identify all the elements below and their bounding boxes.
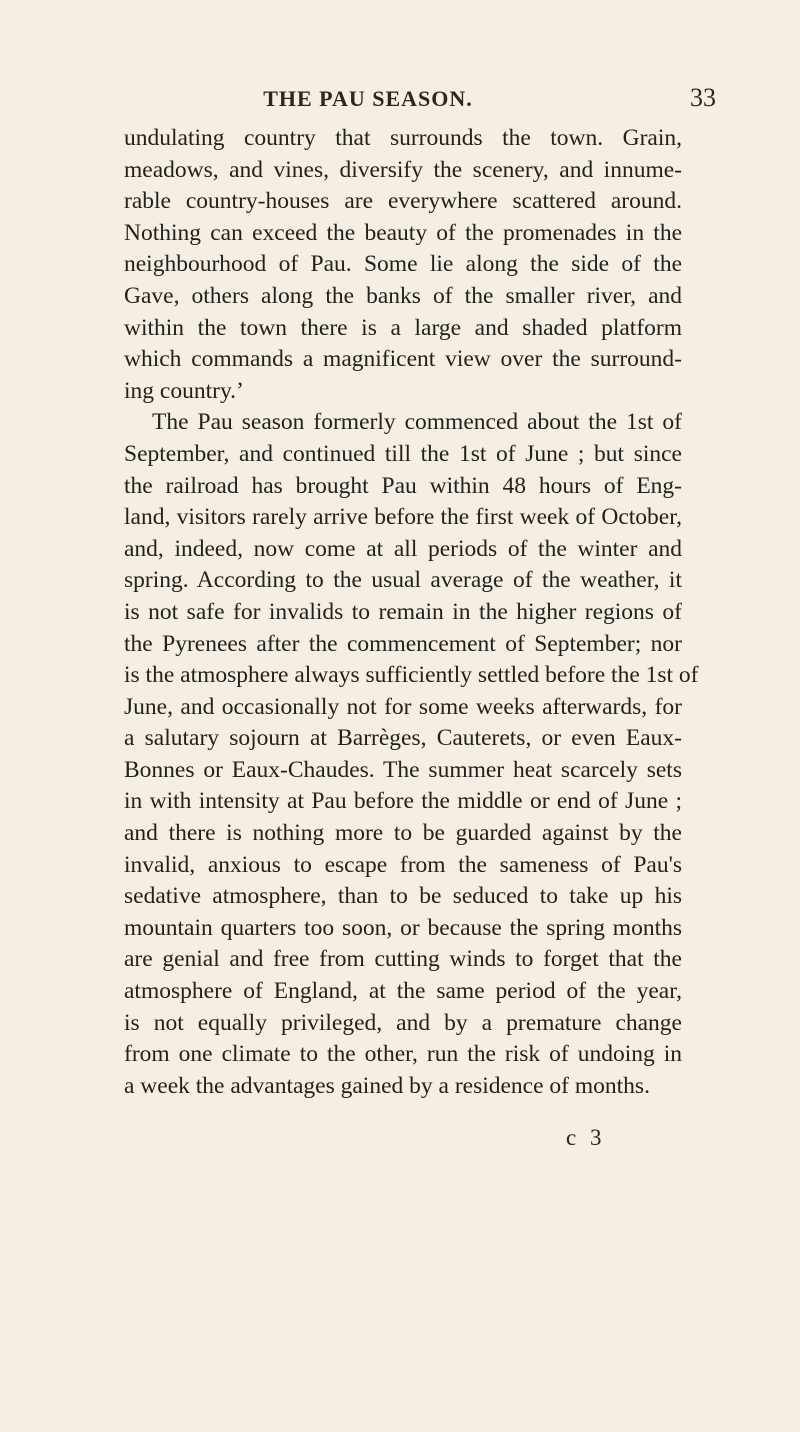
text-line: the railroad has brought Pau within 48 hours of Eng- — [124, 472, 682, 499]
text-line: ing country.’ — [124, 377, 244, 404]
text-line: June, and occasionally not for some weeks afterwards, for — [124, 693, 682, 720]
text-line: is not equally privileged, and by a premature change — [124, 1009, 682, 1036]
page-number: 33 — [690, 83, 716, 112]
text-line: invalid, anxious to escape from the sameness of Pau's — [124, 851, 682, 878]
text-line: in with intensity at Pau before the middle or end of June ; — [124, 788, 682, 815]
page-header — [0, 83, 800, 116]
text-line: mountain quarters too soon, or because the spring months — [124, 914, 682, 941]
text-line: meadows, and vines, diversify the scenery, and innume- — [124, 156, 682, 183]
text-line: September, and continued till the 1st of June ; but since — [124, 440, 682, 467]
signature-mark: c 3 — [566, 1125, 606, 1150]
text-line: rable country-houses are everywhere scattered around. — [124, 188, 682, 215]
text-line: Gave, others along the banks of the smaller river, and — [124, 282, 682, 309]
text-line: spring. According to the usual average of the weather, it — [124, 567, 682, 594]
text-line: is not safe for invalids to remain in the higher regions of — [124, 598, 682, 625]
text-line: land, visitors rarely arrive before the first week of October, — [124, 504, 682, 531]
text-line: and there is nothing more to be guarded against by the — [124, 820, 682, 847]
text-line: the Pyrenees after the commencement of September; nor — [124, 630, 682, 657]
text-line: which commands a magnificent view over the surround- — [124, 346, 682, 373]
text-line: Nothing can exceed the beauty of the promenades in the — [124, 219, 682, 246]
text-line: is the atmosphere always sufficiently settled before the 1st of — [124, 662, 699, 689]
text-line: a week the advantages gained by a residence of months. — [124, 1072, 650, 1099]
text-line: undulating country that surrounds the town. Grain, — [124, 125, 682, 151]
text-line: The Pau season formerly commenced about the 1st of — [152, 409, 682, 436]
text-line: within the town there is a large and shaded platform — [124, 314, 682, 341]
text-line: and, indeed, now come at all periods of the winter and — [124, 535, 682, 562]
text-line: from one climate to the other, run the risk of undoing in — [124, 1041, 682, 1068]
text-line: Bonnes or Eaux-Chaudes. The summer heat scarcely sets — [124, 756, 682, 783]
text-line: a salutary sojourn at Barrèges, Cauterets, or even Eaux- — [124, 725, 682, 752]
body-text — [124, 123, 699, 1102]
running-head: THE PAU SEASON. — [263, 86, 473, 111]
text-line: sedative atmosphere, than to be seduced to take up his — [124, 883, 682, 910]
text-line: atmosphere of England, at the same period of the year, — [124, 978, 682, 1005]
text-line: neighbourhood of Pau. Some lie along the side of the — [124, 251, 682, 278]
text-line: are genial and free from cutting winds to forget that the — [124, 946, 682, 973]
